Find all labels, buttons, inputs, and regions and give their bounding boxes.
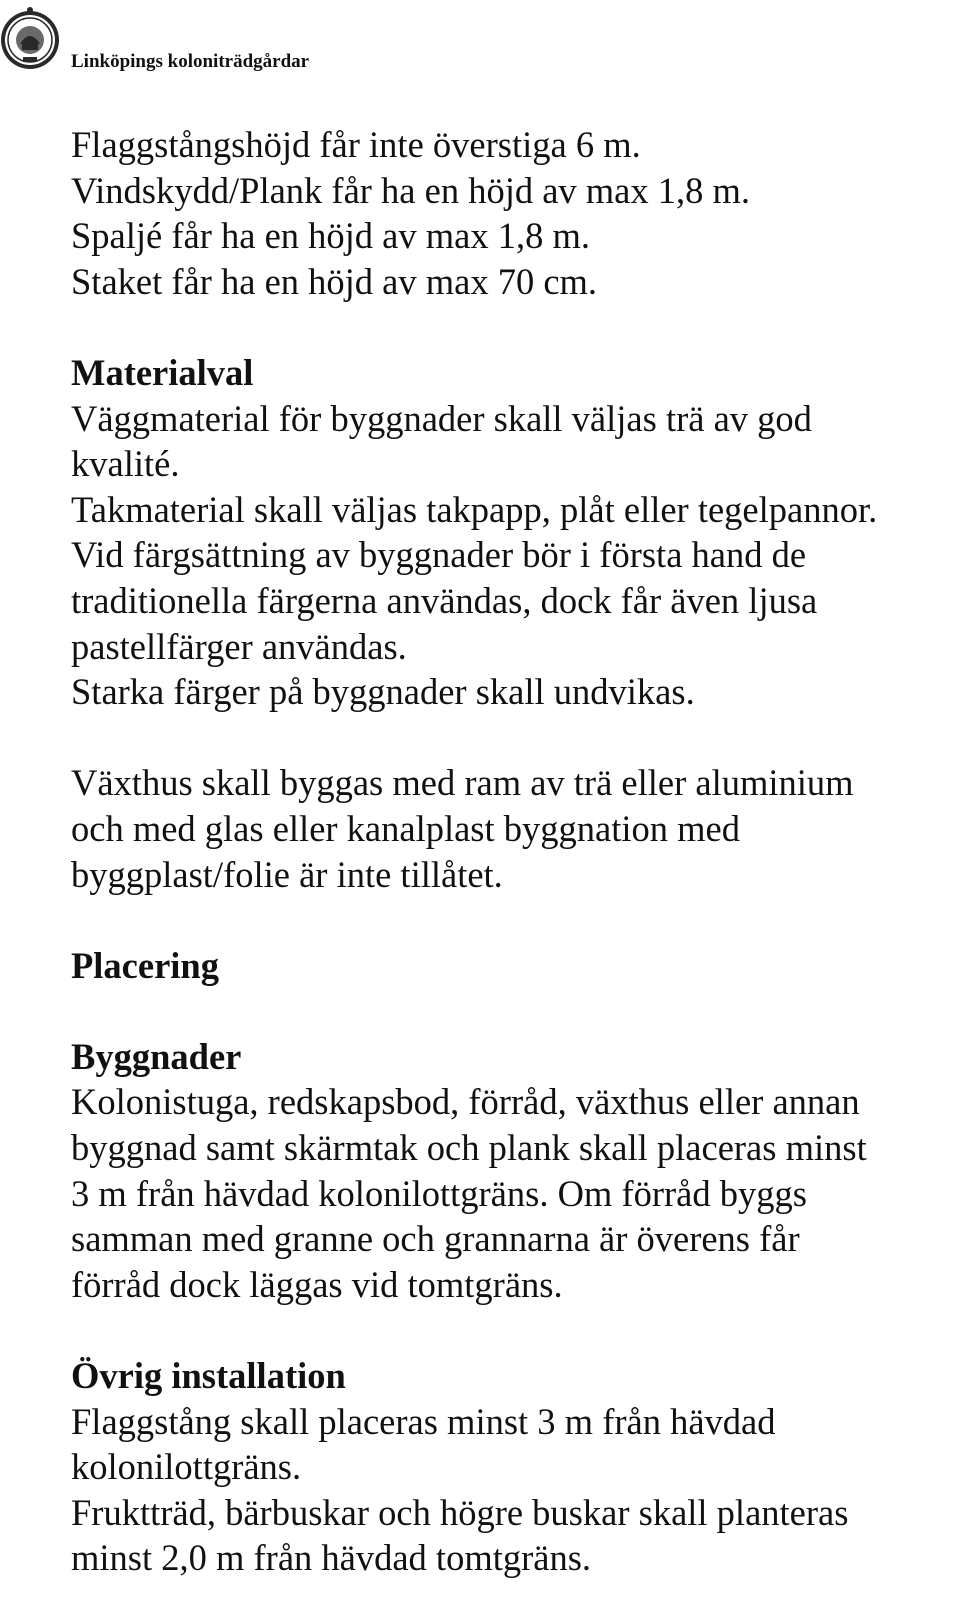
text-line: traditionella färgerna användas, dock får även ljusa <box>71 579 818 621</box>
text-line: Takmaterial skall väljas takpapp, plåt eller tegelpannor. <box>71 488 878 530</box>
document-body <box>71 122 951 1581</box>
section-heading: Materialval <box>71 351 254 393</box>
text-line: 3 m från hävdad kolonilottgräns. Om förråd byggs <box>71 1172 807 1214</box>
text-line: Vindskydd/Plank får ha en höjd av max 1,8 m. <box>71 169 751 211</box>
text-line: förråd dock läggas vid tomtgräns. <box>71 1263 563 1305</box>
subsection-heading: Byggnader <box>71 1035 242 1077</box>
text-line: kvalité. <box>71 443 180 485</box>
materialval-section <box>71 350 951 715</box>
text-line: och med glas eller kanalplast byggnation med <box>71 807 740 849</box>
vaxthus-section <box>71 760 951 897</box>
paragraph-gap <box>71 304 951 350</box>
paragraph-gap <box>71 988 951 1034</box>
text-line: byggplast/folie är inte tillåtet. <box>71 853 503 895</box>
page-header <box>0 0 960 80</box>
text-line: kolonilottgräns. <box>71 1446 302 1488</box>
section-heading: Placering <box>71 944 219 986</box>
organization-name: Linköpings koloniträdgårdar <box>71 51 310 72</box>
text-line: Flaggstång skall placeras minst 3 m från hävdad <box>71 1400 776 1442</box>
text-line: Fruktträd, bärbuskar och högre buskar skall planteras <box>71 1491 849 1533</box>
subsection-heading: Övrig installation <box>71 1355 346 1397</box>
text-line: pastellfärger användas. <box>71 625 407 667</box>
text-line: samman med granne och grannarna är överens får <box>71 1218 800 1260</box>
placering-section <box>71 943 951 989</box>
paragraph-gap <box>71 897 951 943</box>
text-line: byggnad samt skärmtak och plank skall placeras minst <box>71 1127 867 1169</box>
text-line: minst 2,0 m från hävdad tomtgräns. <box>71 1537 592 1579</box>
text-line: Kolonistuga, redskapsbod, förråd, växthus eller annan <box>71 1081 860 1123</box>
text-line: Starka färger på byggnader skall undvikas. <box>71 671 695 713</box>
text-line: Flaggstångshöjd får inte överstiga 6 m. <box>71 124 641 165</box>
ovrig-installation-section <box>71 1353 951 1581</box>
paragraph-gap <box>71 1307 951 1353</box>
text-line: Väggmaterial för byggnader skall väljas trä av god <box>71 397 812 439</box>
byggnader-section <box>71 1034 951 1308</box>
text-line: Spaljé får ha en höjd av max 1,8 m. <box>71 215 590 257</box>
association-seal-logo <box>0 2 62 74</box>
text-line: Staket får ha en höjd av max 70 cm. <box>71 260 598 302</box>
text-line: Vid färgsättning av byggnader bör i första hand de <box>71 534 807 576</box>
text-line: Växthus skall byggas med ram av trä eller aluminium <box>71 762 854 804</box>
height-rules-section <box>71 122 951 304</box>
paragraph-gap <box>71 715 951 761</box>
